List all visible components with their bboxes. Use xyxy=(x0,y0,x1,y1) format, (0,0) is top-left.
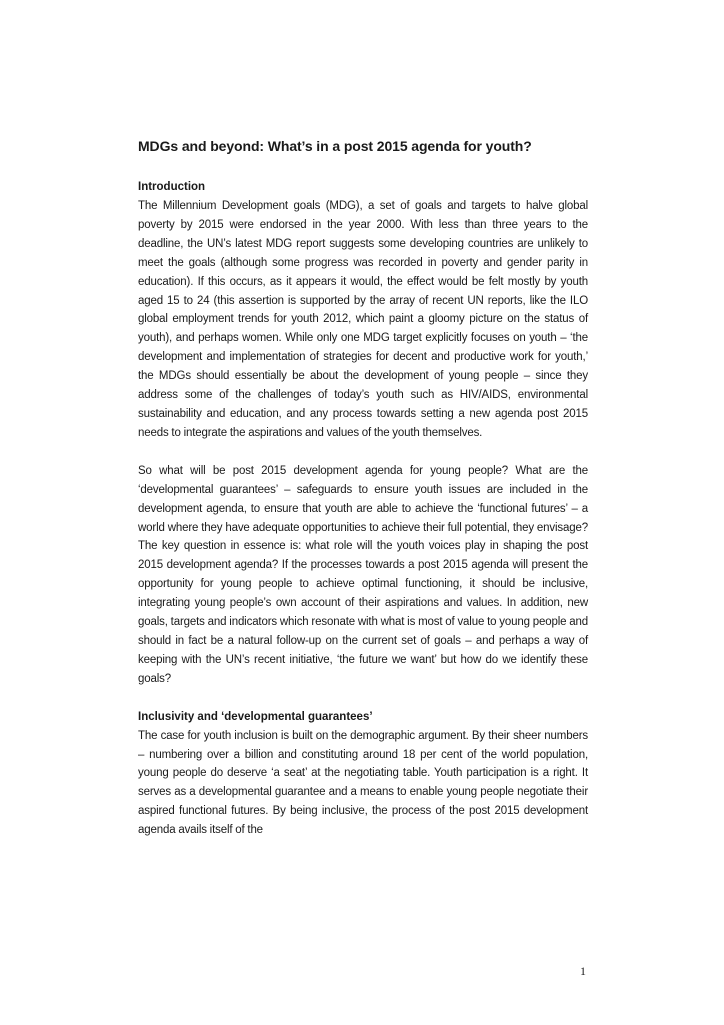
document-page xyxy=(138,136,588,840)
section-heading-inclusivity: Inclusivity and ‘developmental guarantees’ xyxy=(138,710,373,723)
page-number: 1 xyxy=(580,964,586,978)
paragraph-introduction-1: The Millennium Development goals (MDG), a set of goals and targets to halve global poverty by 2015 were endorsed in the year 2000. With less than three years to the deadline, the UN’s latest MDG report suggests some developing countries are unlikely to meet the goals (although some progress was recorded in poverty and gender parity in education). If this occurs, as it appears it would, the effect would be felt mostly by youth aged 15 to 24 (this assertion is supported by the array of recent UN reports, like the ILO global employment trends for youth 2012, which paint a gloomy picture on the status of youth), and perhaps women. While only one MDG target explicitly focuses on youth – ‘the development and implementation of strategies for decent and productive work for youth,’ the MDGs should essentially be about the development of young people – since they address some of the challenges of today’s youth such as HIV/AIDS, environmental sustainability and education, and any process towards setting a new agenda post 2015 needs to integrate the aspirations and values of the youth themselves. xyxy=(138,200,588,439)
paragraph-introduction-2: So what will be post 2015 development agenda for young people? What are the ‘developmental guarantees’ – safeguards to ensure youth issues are included in the development agenda, to ensure that youth are able to achieve the ‘functional futures’ – a world where they have adequate opportunities to achieve their full potential, they envisage? The key question in essence is: what role will the youth voices play in shaping the post 2015 development agenda? If the processes towards a post 2015 agenda will present the opportunity for young people to achieve optimal functioning, it should be inclusive, integrating young people’s own account of their aspirations and values. In addition, new goals, targets and indicators which resonate with what is most of value to young people and should in fact be a natural follow-up on the current set of goals – and perhaps a way of keeping with the UN’s recent initiative, ‘the future we want’ but how do we identify these goals? xyxy=(138,464,588,685)
section-heading-introduction: Introduction xyxy=(138,181,206,193)
document-title: MDGs and beyond: What’s in a post 2015 agenda for youth? xyxy=(138,138,532,154)
paragraph-inclusivity-1: The case for youth inclusion is built on the demographic argument. By their sheer numbers – numbering over a billion and constituting around 18 per cent of the world population, young people do deserve ‘a seat’ at the negotiating table. Youth participation is a right. It serves as a developmental guarantee and a means to enable young people negotiate their aspired functional futures. By being inclusive, the process of the post 2015 development agenda avails itself of the xyxy=(138,729,588,837)
